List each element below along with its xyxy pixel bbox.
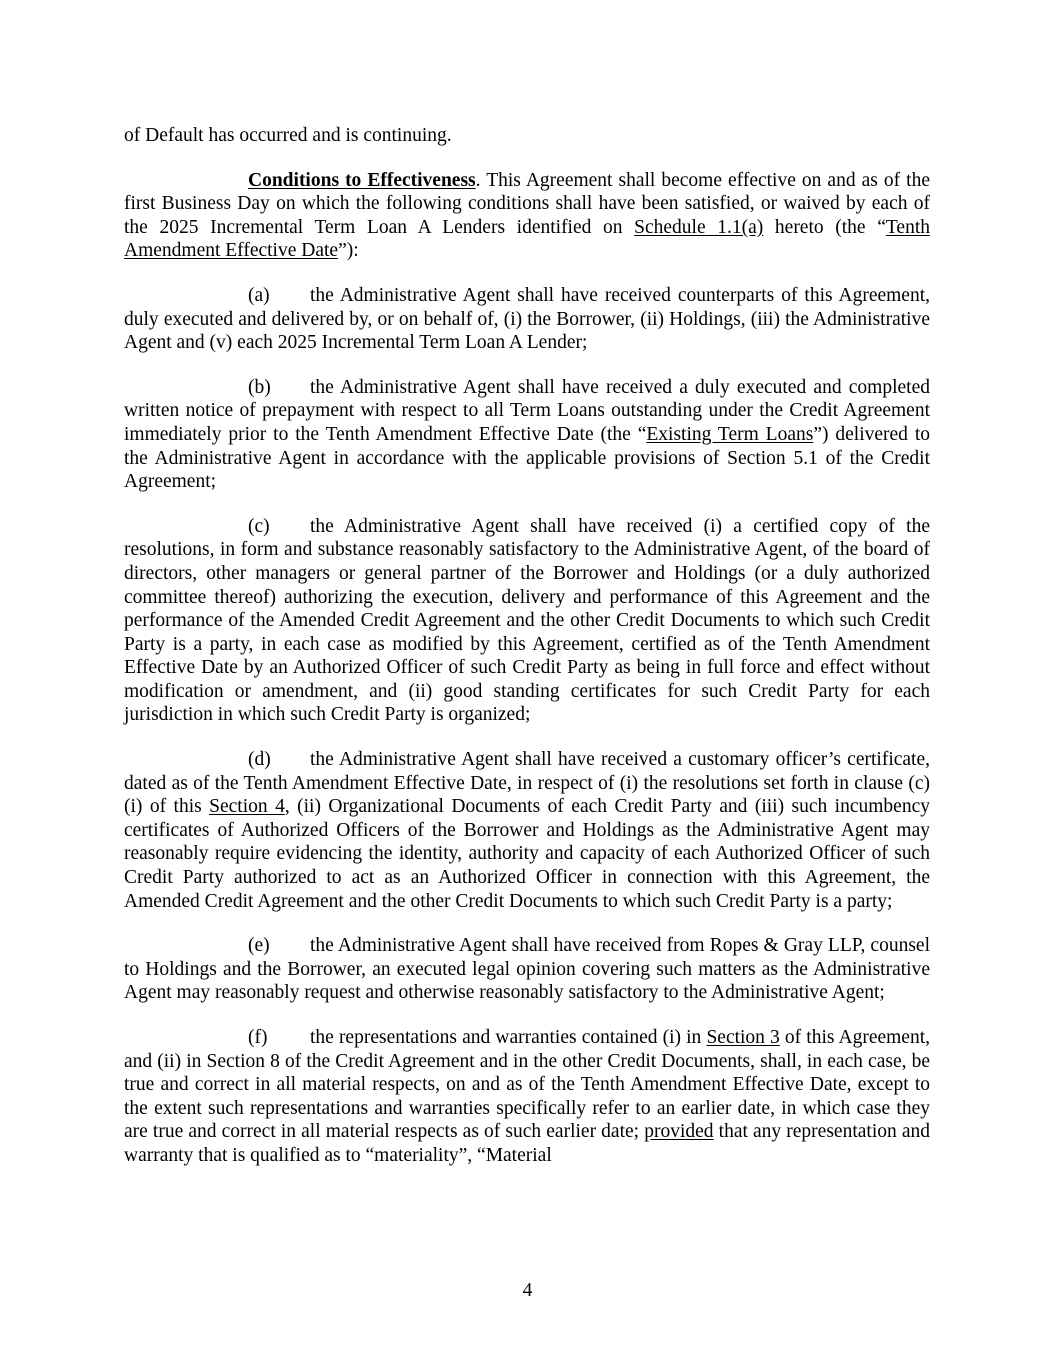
clause-label: (f) [248,1027,268,1048]
page-number: 4 [522,1280,533,1301]
intro-paragraph: of Default has occurred and is continuing. [124,125,452,146]
proviso-term: provided [644,1121,714,1143]
clause-a: (a) the Administrative Agent shall have received counterparts of this Agreement, duly executed and delivered by, or on behalf of, (i) the Borrower, (ii) Holdings, (iii) the Administrative Agent and (v) each 2025 Incremental Term Loan A Lender; [124,284,930,354]
clause-label: (c) [248,515,270,537]
clause-label: (e) [248,935,270,957]
document-page [124,124,930,1168]
clause-b: (b) the Administrative Agent shall have received a duly executed and completed written notice of prepayment with respect to all Term Loans outstanding under the Credit Agreement immediately prior to the Tenth Amendment Effective Date (the “Existing Term Loans”) delivered to the Administrative Agent in accordance with the applicable provisions of Section 5.1 of the Credit Agreement; [124,376,930,493]
clause-label: (d) [248,749,271,771]
clause-label: (b) [248,376,271,398]
conditions-heading: Conditions to Effectiveness [248,169,476,191]
clause-d: (d) the Administrative Agent shall have received a customary officer’s certificate, dated as of the Tenth Amendment Effective Date, in respect of (i) the resolutions set forth in clause (c)(i) of this Section 4, (ii) Organizational Documents of each Credit Party and (iii) such incumbency certificates of Authorized Officers of the Borrower and Holdings as the Administrative Agent may reasonably require evidencing the identity, authority and capacity of each Authorized Officer of such Credit Party authorized to act as an Authorized Officer in connection with this Agreement, the Amended Credit Agreement and the other Credit Documents to which such Credit Party is a party; [124,749,930,912]
conditions-paragraph: Conditions to Effectiveness. This Agreement shall become effective on and as of the first Business Day on which the following conditions shall have been satisfied, or waived by each of the 2025 Incremental Term Loan A Lenders identified on Schedule 1.1(a) hereto (the “Tenth Amendment Effective Date”): [124,169,931,262]
section-reference: Section 3 [706,1027,780,1048]
section-reference: Section 4 [209,796,285,818]
schedule-reference: Schedule 1.1(a) [634,216,764,238]
defined-term: Existing Term Loans [646,423,814,445]
clause-f: (f) the representations and warranties contained (i) in Section 3 of this Agreement, and (ii) in Section 8 of the Credit Agreement and in the other Credit Documents, shall, in each case, be true and correct in all material respects, on and as of the Tenth Amendment Effective Date, except to the extent such representations and warranties specifically refer to an earlier date, in which case they are true and correct in all material respects as of such earlier date; provided that any representation and warranty that is qualified as to “materiality”, “Material [124,1027,931,1166]
defined-term: Tenth Amendment Effective Date [124,216,930,262]
clause-e: (e) the Administrative Agent shall have received from Ropes & Gray LLP, counsel to Holdings and the Borrower, an executed legal opinion covering such matters as the Administrative Agent may reasonably request and otherwise reasonably satisfactory to the Administrative Agent; [124,935,930,1004]
clause-label: (a) [248,284,270,306]
clause-c: (c) the Administrative Agent shall have received (i) a certified copy of the resolutions, in form and substance reasonably satisfactory to the Administrative Agent, of the board of directors, other managers or general partner of the Borrower and Holdings (or a duly authorized committee thereof) authorizing the execution, delivery and performance of this Agreement and the performance of the Amended Credit Agreement and the other Credit Documents to which such Credit Party is a party, in each case as modified by this Agreement, certified as of the Tenth Amendment Effective Date by an Authorized Officer of such Credit Party as being in full force and effect without modification or amendment, and (ii) good standing certificates for such Credit Party for each jurisdiction in which such Credit Party is organized; [124,515,930,726]
